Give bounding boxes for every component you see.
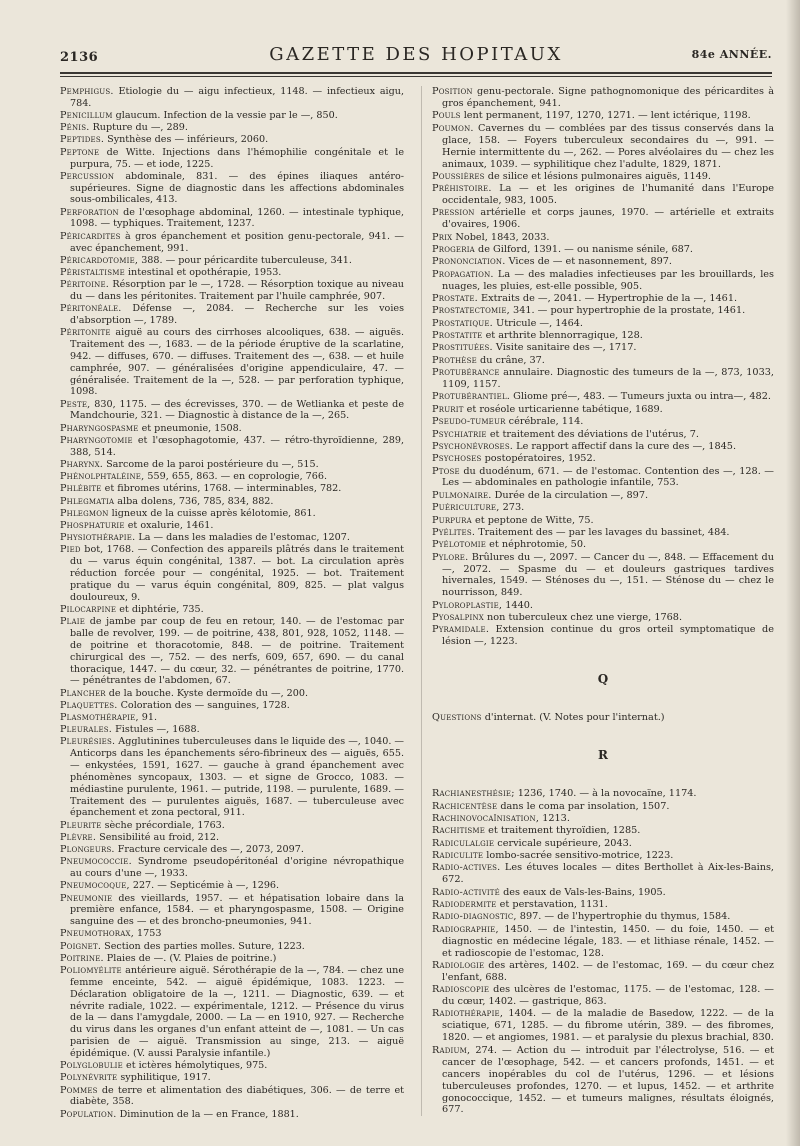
entry-text: genu-pectorale. Signe pathognomonique des péricardites à gros épanchement, 941. [442,86,774,109]
entry-text: des artères, 1402. — de l'estomac, 169. — du cœur chez l'enfant, 688. [442,959,774,983]
entry-text: syphilitique, 1917. [117,1072,211,1084]
index-entry [60,171,404,206]
entry-headword: Poussières [432,170,485,182]
entry-text: alba dolens, 736, 785, 834, 882. [114,495,274,507]
index-entry [60,532,404,544]
entry-text: et l'œsophagotomie, 437. — rétro-thyroïdienne, 289, 388, 514. [70,434,404,458]
entry-text: 559, 655, 863. — en coprologie, 766. [144,471,328,483]
index-entry [60,483,404,495]
entry-headword: Phlegmatia [60,495,115,507]
entry-headword: Prononciation. [432,256,506,268]
index-entry [60,724,404,736]
index-entry [432,110,774,122]
index-entry [432,960,774,984]
entry-headword: Radio-diagnostic, [432,911,517,923]
entry-headword: Ptose [432,465,460,477]
entry-headword: Poitrine. [60,952,104,964]
index-entry [60,459,404,471]
entry-text: du duodénum, 671. — de l'estomac. Contention des —, 128. — Les — abdominales en pathologie infantile, 753. [442,465,774,489]
entry-headword: Rachinovocaïnisation, [432,812,540,824]
index-entry [432,612,774,624]
entry-text: 1440. [502,599,533,611]
entry-text: artérielle et corps jaunes, 1970. — artérielle et extraits d'ovaires, 1906. [442,207,774,231]
entry-headword: Radiculalgie [432,837,495,849]
entry-text: Le rapport affectif dans la cure des —, 1845. [513,440,737,452]
index-entry [432,899,774,911]
index-entry [432,429,774,441]
index-entry [60,267,404,279]
entry-headword: Péricardites [60,230,121,242]
entry-headword: Radio-actives. [432,862,501,874]
entry-text: et fibromes utérins, 1768. — interminables, 782. [101,483,342,495]
index-entry [60,712,404,724]
entry-headword: Pharyngospasme [60,422,139,434]
entry-headword: Protubérance [432,367,500,379]
entry-headword: Radiographie, [432,923,499,935]
index-entry [432,453,774,465]
entry-headword: Pyosalpinx [432,612,484,624]
index-entry [60,147,404,171]
index-entry [432,416,774,428]
entry-text: Section des parties molles. Suture, 1223. [101,940,305,952]
index-entry [60,844,404,856]
index-entry [60,941,404,953]
index-entry [432,527,774,539]
entry-headword: Progeria [432,244,475,256]
entry-headword: Pharyngotomie [60,434,133,446]
index-entry [432,924,774,960]
index-entry [432,171,774,183]
index-entry [60,423,404,435]
entry-text: Cavernes du — comblées par des tissus conservés dans la glace, 158. — Foyers tuberculeux secondaires du —, 991. — Hernie intermittente du —, 262. — Pores alvéolaires du — chez les animaux, 1039. — syphilitique chez l'adulte, 1829, 1871. [442,122,774,170]
entry-headword: Protubérantiel. [432,391,511,403]
entry-text: de l'œsophage abdominal, 1260. — intestinale typhique, 1098. — typhiques. Traitement, 1237. [70,206,404,230]
entry-text: du crâne, 37. [476,354,545,366]
entry-headword: Radio-activité [432,886,500,898]
entry-headword: Radiologie [432,959,485,971]
entry-text: Extraits de —, 2041. — Hypertrophie de la —, 1461. [477,293,738,305]
index-entry [60,1060,404,1072]
index-entry [60,820,404,832]
entry-headword: Pylore. [432,551,469,563]
index-entry [60,928,404,940]
index-entry [60,1072,404,1084]
index-entry [60,832,404,844]
entry-text: 830, 1175. — des écrevisses, 370. — de Wetlianka et peste de Mandchourie, 321. — Diagnostic à distance de la —, 265. [70,398,404,422]
entry-headword: Péritonéale. [60,303,122,315]
entry-text: et traitement des déviations de l'utérus, 7. [486,428,699,440]
index-entry [432,862,774,886]
entry-headword: Peste, [60,398,91,410]
entry-headword: Pyélotomie [432,539,487,551]
entry-text: Syndrome pseudopéritonéal d'origine névropathique au cours d'une —, 1933. [70,856,404,880]
entry-headword: Pneumonie [60,892,113,904]
entry-text: 1450. — de l'intestin, 1450. — du foie, 1450. — et diagnostic en médecine légale, 183. — et lithiase rénale, 1452. — et radioscopie de l'estomac, 128. [442,923,774,959]
index-entry [432,441,774,453]
entry-text: La — des maladies infectieuses par les brouillards, les nuages, les pluies, est-elle possible, 905. [442,268,774,292]
entry-headword: Puériculture, [432,502,500,514]
entry-headword: Rachitisme [432,825,486,837]
entry-text: 341. — pour hypertrophie de la prostate, 1461. [509,305,746,317]
index-entry [432,825,774,837]
entry-text: de la bouche. Kyste dermoïde du —, 200. [105,687,309,699]
entry-text: de jambe par coup de feu en retour, 140. — de l'estomac par balle de revolver, 199. — de poitrine, 438, 801, 928, 1052, 1148. — de poitrine et thoracotomie, 848. — de poitrine. Traitement chirurgical des —, 752. — des nerfs, 609, 657, 690. — du canal thoracique, 1447. — du cœur, 32. — pénétrantes de poitrine, 1770. — pénétrantes de l'abdomen, 67. [70,616,404,687]
index-entry [60,736,404,819]
entry-text: Gliome pré—, 483. — Tumeurs juxta ou intra—, 482. [510,391,771,403]
entry-text: Vices de — et nasonnement, 897. [505,256,673,268]
index-entry [432,984,774,1008]
entry-headword: Position [432,86,473,97]
entry-headword: Péritoine. [60,279,110,291]
index-entry [432,86,774,110]
index-entry [432,404,774,416]
entry-headword: Questions [432,712,482,724]
entry-text: Visite sanitaire des —, 1717. [492,342,637,354]
entry-text: 274. — Action du — introduit par l'électrolyse, 516. — et cancer de l'œsophage, 542. — et cancers profonds, 1451. — et cancers inopérables du col de l'utérus, 1296. — et lésions tuberculeuses profondes, 1270. — et lupus, 1452. — et arthrite gonococcique, 1452. — et tumeurs malignes, résultats éloignés, 677. [442,1044,774,1116]
entry-headword: Plancher [60,687,106,699]
entry-text: à gros épanchement et position genu-pectorale, 941. — avec épanchement, 991. [70,230,404,254]
entry-headword: Percussion [60,170,115,182]
index-entry [432,256,774,268]
index-entry [432,232,774,244]
entry-headword: Pleurite [60,819,102,831]
entry-text: Fracture cervicale des —, 2073, 2097. [114,844,304,856]
entry-headword: Pseudo-tumeur [432,416,506,428]
index-entry [432,466,774,490]
entry-text: 1404. — de la maladie de Basedow, 1222. — de la sciatique, 671, 1285. — du fibrome utérin, 389. — des fibromes, 1820. — et angiomes, 1981. — et paralysie du plexus brachial, 830. [442,1008,774,1044]
entry-text: annulaire. Diagnostic des tumeurs de la —, 873, 1033, 1109, 1157. [442,367,774,391]
entry-headword: Phlébite [60,483,102,495]
index-entry [432,123,774,171]
entry-headword: Prostate. [432,293,478,305]
header-rule-thick [60,72,772,74]
index-entry [432,355,774,367]
entry-text: Défense —, 2084. — Recherche sur les voies d'absorption —, 1789. [70,303,404,327]
entry-headword: Poignet. [60,940,102,952]
index-entry [60,953,404,965]
entry-headword: Pommes [60,1084,98,1096]
index-entry [60,122,404,134]
index-entry [432,342,774,354]
index-entry [432,911,774,923]
year-label: 84e ANNÉE. [691,48,772,61]
index-entry [432,624,774,648]
index-entry [432,318,774,330]
right-column [432,86,774,1117]
index-entry [432,391,774,403]
entry-text: de Witte. Injections dans l'hémophilie congénitale et le purpura, 75. — et iode, 1225. [70,146,404,170]
section-letter: Q [597,672,609,687]
journal-title: GAZETTE DES HOPITAUX [269,44,563,65]
entry-text: Sensibilité au froid, 212. [96,831,220,843]
entry-text: et arthrite blennorragique, 128. [482,330,643,342]
entry-headword: Pneumococcie. [60,856,132,868]
entry-text: Rupture du —, 289. [89,122,188,134]
entry-headword: Pulmonaire. [432,489,492,501]
page-number: 2136 [60,50,99,65]
entry-headword: Pénis. [60,122,90,134]
entry-headword: Péristaltisme [60,266,125,278]
entry-headword: Penicillum [60,110,113,122]
entry-headword: Radiculite [432,849,484,861]
entry-text: sèche précordiale, 1763. [101,819,225,831]
index-entry [60,508,404,520]
index-entry [60,1085,404,1109]
entry-text: 388. — pour péricardite tuberculeuse, 341. [138,254,352,266]
index-entry [432,813,774,825]
entry-text: Diminution de la — en France, 1881. [116,1108,299,1120]
index-entry [60,1109,404,1121]
entry-text: Durée de la circulation —, 897. [491,489,649,501]
index-entry [60,327,404,398]
entry-headword: Prurit [432,403,464,415]
entry-text: cervicale supérieure, 2043. [494,837,632,849]
index-entry [432,1045,774,1117]
index-entry [432,788,774,800]
entry-headword: Péricardotomie, [60,254,139,266]
entry-text: aiguë au cours des cirrhoses alcooliques, 638. — aiguës. Traitement des —, 1683. — de la période éruptive de la scarlatine, 942. — diffuses, 670. — diffuses. Traitement des —, 638. — et huile camphrée, 907. — généralisées d'origine appendiculaire, 47. — généralisée. Traitement de la —, 528. — par perforation typhique, 1098. [70,327,404,398]
entry-text: et néphrotomie, 50. [486,539,587,551]
entry-headword: Population. [60,1108,117,1120]
entry-text: et perstavation, 1131. [496,898,608,910]
entry-headword: Prothèse [432,354,477,366]
index-entry [432,552,774,600]
entry-text: 1753 [133,928,162,940]
header-rule-thin [60,76,772,77]
left-column [60,86,404,1121]
entry-headword: Rachianesthésie; [432,788,515,800]
entry-headword: Prostatite [432,330,483,342]
entry-headword: Propagation. [432,268,494,280]
entry-text: et roséole urticarienne tabétique, 1689. [463,403,663,415]
entry-text: bot, 1768. — Confection des appareils plâtrés dans le traitement du — varus équin congénital, 1387. — bot. La circulation après réduction forcée pour — congénital, 1925. — bot. Traitement pratique du — varus équin congénital, 809, 825. — plat valgus douloureux, 9. [70,544,404,603]
entry-headword: Prostituées. [432,342,493,354]
index-entry [60,965,404,1060]
entry-text: ligneux de la cuisse après kélotomie, 861. [108,507,316,519]
index-entry [432,850,774,862]
entry-text: non tuberculeux chez une vierge, 1768. [483,612,683,624]
entry-headword: Psychiatrie [432,428,487,440]
entry-text: de terre et alimentation des diabétiques, 306. — de terre et diabète, 358. [70,1084,404,1108]
index-entry [60,399,404,423]
index-entry [432,600,774,612]
entry-headword: Plongeurs. [60,844,115,856]
index-entry [60,520,404,532]
entry-headword: Peptides. [60,134,105,146]
index-entry [60,255,404,267]
index-entry [432,183,774,207]
entry-text: La — et les origines de l'humanité dans l'Europe occidentale, 983, 1005. [442,183,774,207]
entry-text: et peptone de Witte, 75. [471,514,594,526]
index-entry [432,367,774,391]
page-fold-shadow [786,0,800,1146]
entry-text: antérieure aiguë. Sérothérapie de la —, 784. — chez une femme enceinte, 542. — aiguë épidémique, 1083. 1223. — Déclaration obligatoire de la —, 1211. — Diagnostic, 639. — et névrite radiale, 1022. — expérimentale, 1212. — Présence du virus de la — dans l'amygdale, 2000. — La — en 1910, 927. — Recherche du virus dans les organes d'un enfant atteint de —, 1081. — Un cas parisien de — aiguë. Transmission au singe, 213. — aiguë épidémique. (V. aussi Paralysie infantile.) [70,965,404,1059]
entry-text: Extension continue du gros orteil symptomatique de lésion —, 1223. [442,624,774,648]
entry-text: de silice et lésions pulmonaires aiguës, 1149. [484,170,712,182]
entry-headword: Plaquettes. [60,699,118,711]
entry-headword: Pyélites. [432,526,476,538]
entry-text: Résorption par le —, 1728. — Résorption toxique au niveau du — dans les péritonites. Traitement par l'huile camphrée, 907. [70,279,404,302]
index-entry [432,801,774,813]
entry-text: de Gilford, 1391. — ou nanisme sénile, 687. [474,244,694,256]
entry-text: Traitement des — par les lavages du bassinet, 484. [475,526,730,538]
index-entry [60,279,404,303]
entry-text: Agglutinines tuberculeuses dans le liquide des —, 1040. — Anticorps dans les épanchements séro-fibrineux des — aiguës, 655. — enkystées, 1591, 1627. — gauche à grand épanchement avec phénomènes syncopaux, 1303. — et signe de Grocco, 1083. — médiastine purulente, 1961. — putride, 1198. — purulente, 1689. — Traitement des — purulentes aiguës, 1687. — tuberculeuse avec épanchement et zona pectoral, 911. [70,736,405,819]
index-entry [60,207,404,231]
index-entry [60,880,404,892]
entry-headword: Poliomyélite [60,965,122,977]
entry-headword: Pneumothorax, [60,928,134,940]
index-entry [60,893,404,928]
entry-text: et traitement thyroïdien, 1285. [485,825,641,837]
entry-text: dans le coma par insolation, 1507. [497,800,670,812]
index-entry [432,502,774,514]
entry-text: Les étuves locales — dites Berthollet à Aix-les-Bains, 672. [442,862,774,886]
entry-headword: Péritonite [60,327,111,339]
entry-headword: Plaie [60,616,86,628]
entry-headword: Pleurésies. [60,736,116,748]
entry-text: des ulcères de l'estomac, 1175. — de l'estomac, 128. — du cœur, 1402. — gastrique, 863. [442,984,774,1008]
entry-text: Plaies de —. (V. Plaies de poitrine.) [103,952,277,964]
index-entry [60,86,404,110]
entry-headword: Peptone [60,146,100,158]
entry-headword: Pression [432,207,475,219]
entry-text: et ictères hémolytiques, 975. [122,1060,268,1072]
entry-text: et diphtérie, 735. [116,603,204,615]
entry-headword: Plasmothérapie, [60,712,139,723]
index-entry [60,616,404,687]
index-entry [432,490,774,502]
index-entry [60,496,404,508]
index-entry [60,231,404,255]
entry-text: glaucum. Infection de la vessie par le —, 850. [112,110,338,122]
entry-text: Fistules —, 1688. [112,724,200,736]
entry-headword: Pemphigus. [60,86,114,97]
index-entry [432,887,774,899]
index-entry [432,838,774,850]
section-letter: R [598,748,608,763]
entry-headword: Radiodermite [432,898,497,910]
index-entry [60,471,404,483]
entry-headword: Pleurales. [60,724,113,736]
entry-headword: Polynévrite [60,1072,118,1084]
index-entry [432,330,774,342]
entry-headword: Phénolphtaléine, [60,471,145,483]
entry-text: 227. — Septicémie à —, 1296. [129,880,280,892]
index-entry [432,539,774,551]
entry-text: La — dans les maladies de l'estomac, 1207. [135,532,350,544]
index-entry [60,134,404,146]
entry-headword: Rachicentèse [432,800,498,812]
index-entry [60,544,404,603]
index-entry [60,700,404,712]
index-entry [60,435,404,459]
entry-text: Nobel, 1843, 2033. [452,231,550,243]
entry-text: intestinal et opothérapie, 1953. [124,266,282,278]
entry-headword: Pilocarpine [60,603,117,615]
entry-headword: Radiothérapie, [432,1008,504,1020]
entry-text: cérébrale, 114. [505,416,584,428]
entry-text: des eaux de Vals-les-Bains, 1905. [499,886,666,898]
entry-text: Synthèse des — inférieurs, 2060. [104,134,269,146]
entry-text: 1236, 1740. — à la novocaïne, 1174. [514,788,697,800]
entry-text: Brûlures du —, 2097. — Cancer du —, 848. — Effacement du —, 2072. — Spasme du — et douleurs gastriques tardives hivernales, 1549. — Sténoses du —, 151. — Sténose du — chez le nourrisson, 849. [442,551,774,599]
entry-text: et oxalurie, 1461. [124,520,214,532]
entry-text: Sarcome de la paroi postérieure du —, 515. [103,458,319,470]
entry-headword: Pouls [432,110,461,122]
index-entry [60,110,404,122]
entry-text: 91. [138,712,158,723]
index-entry [432,269,774,293]
index-entry [432,293,774,305]
column-divider [421,86,422,1116]
entry-text: 897. — de l'hypertrophie du thymus, 1584. [516,911,731,923]
entry-headword: Radium, [432,1044,471,1056]
entry-text: lent permanent, 1197, 1270, 1271. — lent ictérique, 1198. [460,110,751,122]
entry-headword: Pneumocoque, [60,880,130,892]
entry-text: et pneumonie, 1508. [138,422,242,434]
index-entry [432,515,774,527]
index-entry [60,856,404,880]
entry-headword: Préhistoire. [432,183,492,195]
entry-headword: Pharynx. [60,458,104,470]
index-entry [432,244,774,256]
entry-headword: Physiothérapie. [60,532,136,544]
entry-text: 1213. [539,812,570,824]
index-entry [60,688,404,700]
entry-headword: Prostatique. [432,317,493,329]
entry-headword: Pied [60,544,81,556]
index-entry [432,305,774,317]
entry-headword: Polyglobulie [60,1060,123,1072]
entry-headword: Pyramidale. [432,624,490,636]
entry-headword: Phosphaturie [60,520,125,532]
entry-text: Etiologie du — aigu infectieux, 1148. — infectieux aigu, 784. [70,86,404,109]
entry-headword: Pyloroplastie, [432,599,503,611]
index-entry [60,604,404,616]
entry-text: Utricule —, 1464. [492,317,583,329]
entry-text: postopératoires, 1952. [481,453,596,465]
index-entry [60,303,404,327]
entry-headword: Prix [432,231,453,243]
entry-text: lombo-sacrée sensitivo-motrice, 1223. [483,849,674,861]
entry-text: abdominale, 831. — des épines iliaques antéro-supérieures. Signe de diagnostic dans les affections abdominales sous-ombilicales, 413. [70,170,404,206]
index-entry [432,1008,774,1044]
entry-headword: Poumon. [432,122,474,134]
running-header [60,40,772,70]
entry-headword: Psychonévroses. [432,440,514,452]
entry-headword: Prostatectomie, [432,305,510,317]
index-entry [432,207,774,231]
entry-text: Coloration des — sanguines, 1728. [117,699,290,711]
entry-text: d'internat. (V. Notes pour l'internat.) [481,712,665,724]
entry-headword: Phlegmon [60,507,109,519]
entry-text: 273. [499,502,525,514]
entry-headword: Perforation [60,206,119,218]
entry-headword: Plèvre. [60,831,97,843]
entry-text: des vieillards, 1957. — et hépatisation lobaire dans la première enfance, 1584. — et pharyngospasme, 1508. — Origine sanguine des — et des broncho-pneumonies, 941. [70,892,404,928]
entry-headword: Radioscopie [432,984,490,996]
index-entry [432,712,774,724]
entry-headword: Psychoses [432,453,482,465]
entry-headword: Purpura [432,514,472,526]
